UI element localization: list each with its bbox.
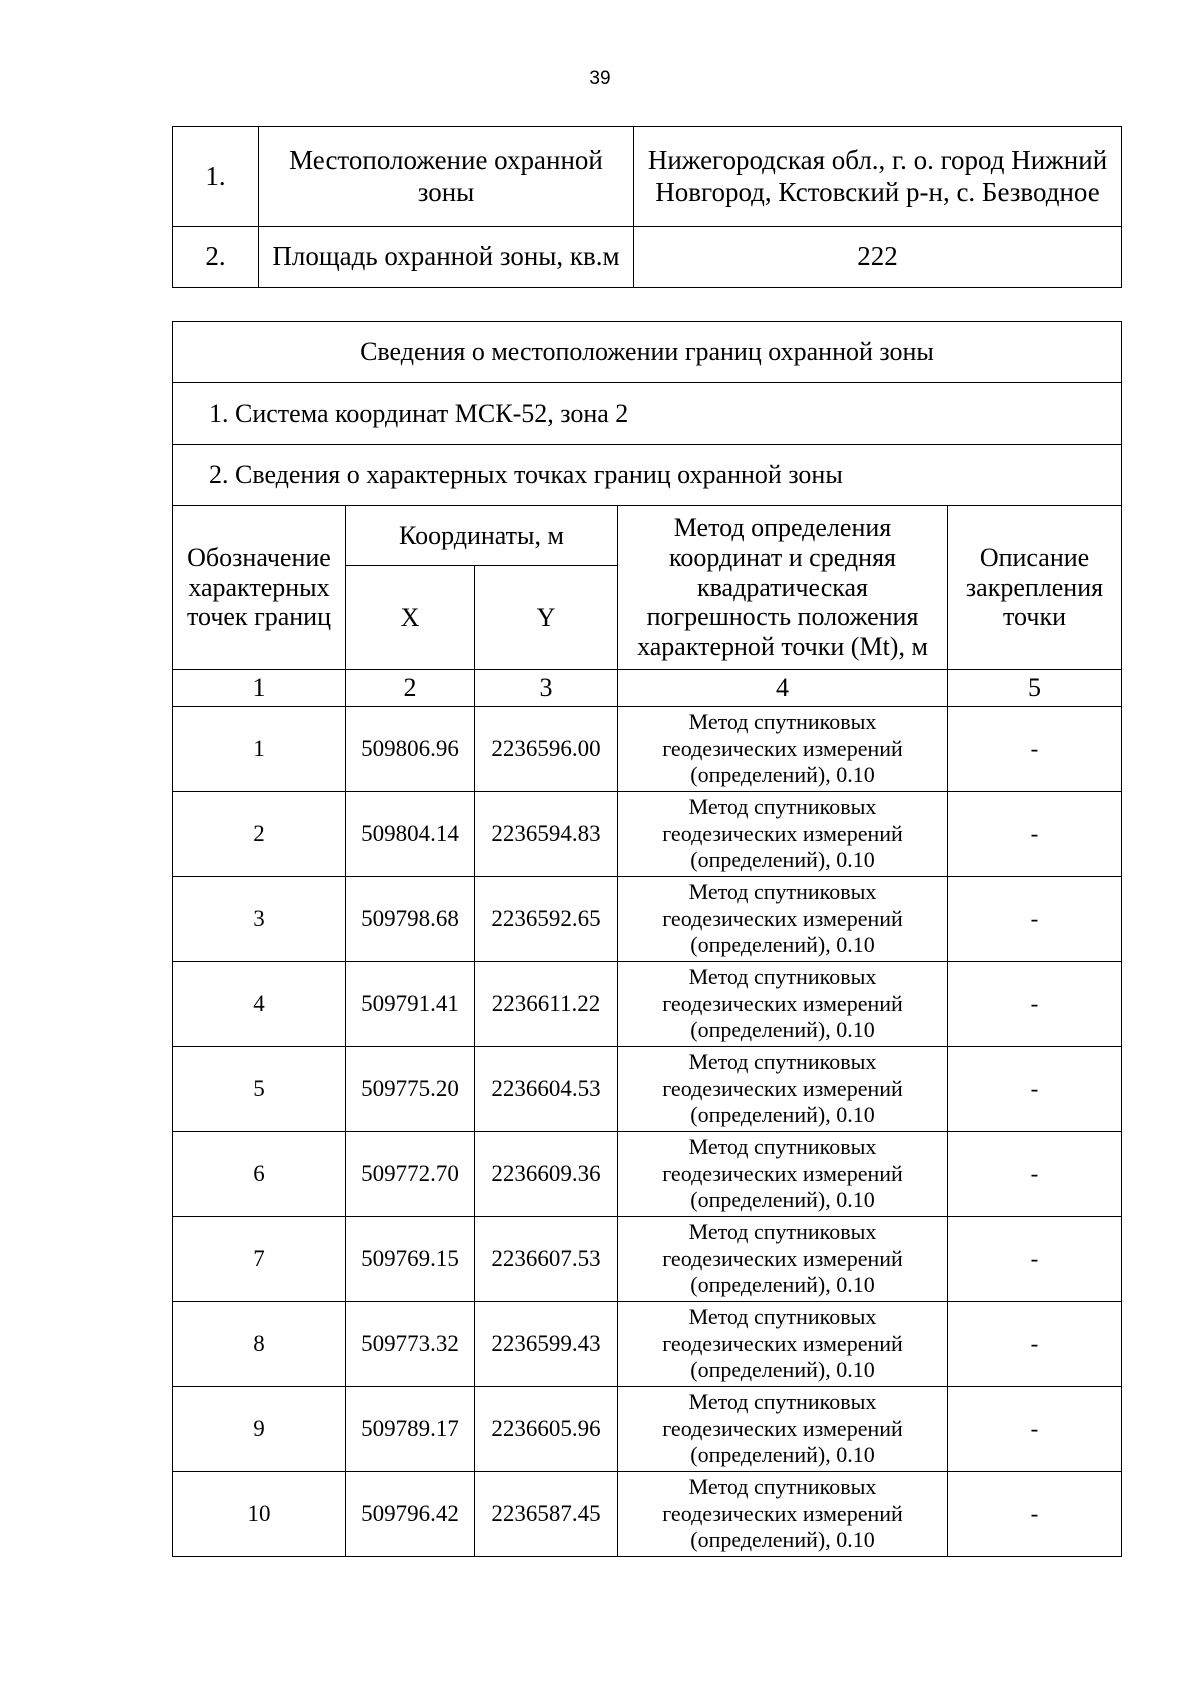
row-label: Местоположение охранной зоны bbox=[259, 127, 634, 227]
y-coordinate: 2236605.96 bbox=[475, 1387, 618, 1472]
fixing-description: - bbox=[948, 707, 1122, 792]
x-coordinate: 509806.96 bbox=[346, 707, 475, 792]
method-cell: Метод спутниковых геодезических измерений (определений), 0.10 bbox=[618, 1132, 948, 1217]
table-row bbox=[173, 707, 1122, 792]
table-row bbox=[173, 1047, 1122, 1132]
fixing-description: - bbox=[948, 1387, 1122, 1472]
row-number: 2. bbox=[173, 227, 259, 288]
y-coordinate: 2236604.53 bbox=[475, 1047, 618, 1132]
point-number: 8 bbox=[173, 1302, 346, 1387]
method-cell: Метод спутниковых геодезических измерений (определений), 0.10 bbox=[618, 1047, 948, 1132]
table-row bbox=[173, 1217, 1122, 1302]
x-coordinate: 509773.32 bbox=[346, 1302, 475, 1387]
method-cell: Метод спутниковых геодезических измерений (определений), 0.10 bbox=[618, 1387, 948, 1472]
header-designation: Обозначение характерных точек границ bbox=[173, 506, 346, 670]
row-value: 222 bbox=[634, 227, 1122, 288]
x-coordinate: 509798.68 bbox=[346, 877, 475, 962]
column-number: 5 bbox=[948, 670, 1122, 707]
y-coordinate: 2236587.45 bbox=[475, 1472, 618, 1557]
fixing-description: - bbox=[948, 877, 1122, 962]
table-title: Сведения о местоположении границ охранной зоны bbox=[173, 322, 1122, 383]
header-coords: Координаты, м bbox=[346, 506, 618, 566]
method-cell: Метод спутниковых геодезических измерений (определений), 0.10 bbox=[618, 1217, 948, 1302]
row-label: Площадь охранной зоны, кв.м bbox=[259, 227, 634, 288]
y-coordinate: 2236594.83 bbox=[475, 792, 618, 877]
x-coordinate: 509775.20 bbox=[346, 1047, 475, 1132]
row-number: 1. bbox=[173, 127, 259, 227]
fixing-description: - bbox=[948, 1047, 1122, 1132]
zone-info-table bbox=[172, 126, 1122, 288]
method-cell: Метод спутниковых геодезических измерений (определений), 0.10 bbox=[618, 962, 948, 1047]
column-numbers-row bbox=[173, 670, 1122, 707]
boundary-points-table bbox=[172, 321, 1122, 1557]
fixing-description: - bbox=[948, 792, 1122, 877]
y-coordinate: 2236592.65 bbox=[475, 877, 618, 962]
table-row bbox=[173, 1472, 1122, 1557]
header-description: Описание закрепления точки bbox=[948, 506, 1122, 670]
point-number: 7 bbox=[173, 1217, 346, 1302]
coordinate-system: 1. Система координат МСК-52, зона 2 bbox=[173, 383, 1122, 445]
fixing-description: - bbox=[948, 1217, 1122, 1302]
method-cell: Метод спутниковых геодезических измерений (определений), 0.10 bbox=[618, 877, 948, 962]
page-number: 39 bbox=[589, 68, 611, 89]
table-row bbox=[173, 1132, 1122, 1217]
table-row bbox=[173, 127, 1122, 227]
point-number: 10 bbox=[173, 1472, 346, 1557]
x-coordinate: 509769.15 bbox=[346, 1217, 475, 1302]
fixing-description: - bbox=[948, 1472, 1122, 1557]
column-number: 3 bbox=[475, 670, 618, 707]
method-cell: Метод спутниковых геодезических измерений (определений), 0.10 bbox=[618, 792, 948, 877]
point-number: 5 bbox=[173, 1047, 346, 1132]
y-coordinate: 2236609.36 bbox=[475, 1132, 618, 1217]
method-cell: Метод спутниковых геодезических измерений (определений), 0.10 bbox=[618, 1302, 948, 1387]
y-coordinate: 2236611.22 bbox=[475, 962, 618, 1047]
fixing-description: - bbox=[948, 1132, 1122, 1217]
column-number: 2 bbox=[346, 670, 475, 707]
column-number: 1 bbox=[173, 670, 346, 707]
x-coordinate: 509772.70 bbox=[346, 1132, 475, 1217]
point-number: 2 bbox=[173, 792, 346, 877]
row-value: Нижегородская обл., г. о. город Нижний Новгород, Кстовский р-н, с. Безводное bbox=[634, 127, 1122, 227]
table-row bbox=[173, 1387, 1122, 1472]
method-cell: Метод спутниковых геодезических измерений (определений), 0.10 bbox=[618, 707, 948, 792]
table-row bbox=[173, 1302, 1122, 1387]
x-coordinate: 509791.41 bbox=[346, 962, 475, 1047]
table-subtitle: 2. Сведения о характерных точках границ охранной зоны bbox=[173, 445, 1122, 506]
x-coordinate: 509804.14 bbox=[346, 792, 475, 877]
x-coordinate: 509789.17 bbox=[346, 1387, 475, 1472]
y-coordinate: 2236599.43 bbox=[475, 1302, 618, 1387]
header-y: Y bbox=[475, 566, 618, 670]
fixing-description: - bbox=[948, 1302, 1122, 1387]
table-row bbox=[173, 877, 1122, 962]
fixing-description: - bbox=[948, 962, 1122, 1047]
method-cell: Метод спутниковых геодезических измерений (определений), 0.10 bbox=[618, 1472, 948, 1557]
point-number: 6 bbox=[173, 1132, 346, 1217]
x-coordinate: 509796.42 bbox=[346, 1472, 475, 1557]
header-x: X bbox=[346, 566, 475, 670]
table-row bbox=[173, 792, 1122, 877]
point-number: 1 bbox=[173, 707, 346, 792]
point-number: 4 bbox=[173, 962, 346, 1047]
y-coordinate: 2236607.53 bbox=[475, 1217, 618, 1302]
point-number: 9 bbox=[173, 1387, 346, 1472]
header-method: Метод определения координат и средняя квадратическая погрешность положения характерной точки (Mt), м bbox=[618, 506, 948, 670]
table-row bbox=[173, 962, 1122, 1047]
table-row bbox=[173, 227, 1122, 288]
y-coordinate: 2236596.00 bbox=[475, 707, 618, 792]
point-number: 3 bbox=[173, 877, 346, 962]
column-number: 4 bbox=[618, 670, 948, 707]
